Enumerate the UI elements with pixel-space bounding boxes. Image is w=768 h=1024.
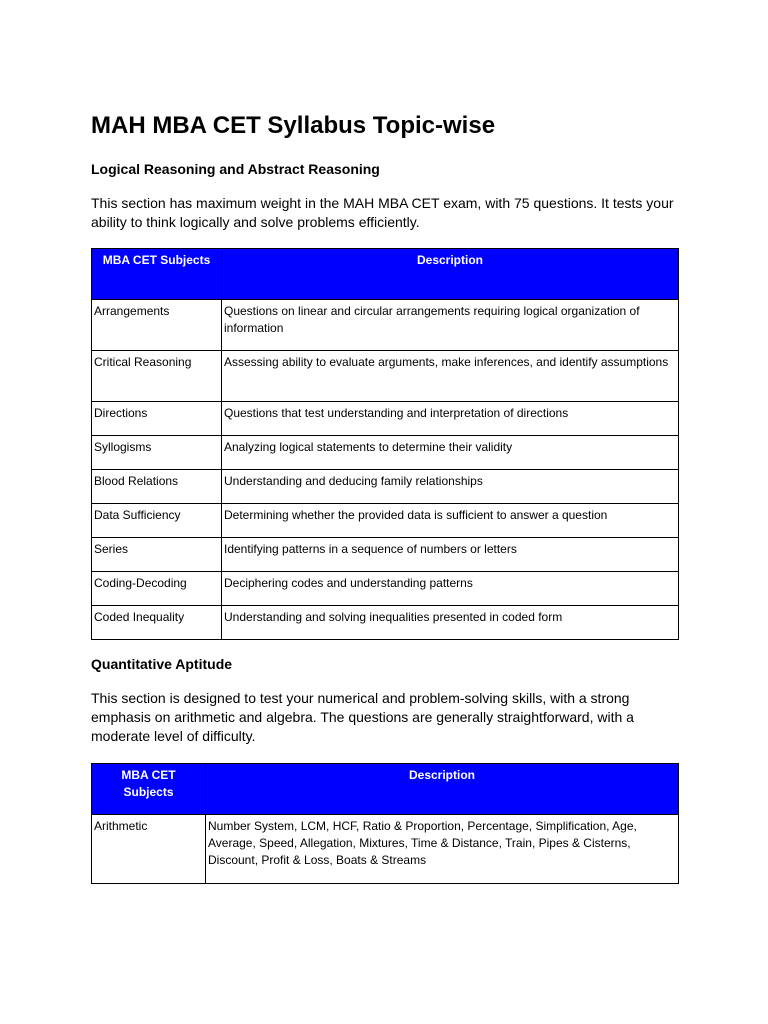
- quantitative-aptitude-table: [91, 763, 679, 884]
- section-intro-logical-reasoning: This section has maximum weight in the MAH MBA CET exam, with 75 questions. It tests your ability to think logically and solve problems efficiently.: [91, 195, 674, 230]
- table-row: [92, 436, 679, 470]
- section-heading-logical-reasoning: Logical Reasoning and Abstract Reasoning: [91, 161, 380, 177]
- description-cell: Questions on linear and circular arrangements requiring logical organization of information: [222, 300, 679, 351]
- table-row: [92, 815, 679, 884]
- description-cell: Analyzing logical statements to determine their validity: [222, 436, 679, 470]
- table-row: [92, 572, 679, 606]
- page-title: MAH MBA CET Syllabus Topic-wise: [91, 112, 496, 139]
- subject-cell: Arrangements: [92, 300, 222, 351]
- subject-cell: Arithmetic: [92, 815, 206, 884]
- description-cell: Understanding and deducing family relationships: [222, 470, 679, 504]
- table-row: [92, 504, 679, 538]
- column-header-subjects: MBA CET Subjects: [92, 249, 222, 300]
- subject-cell: Series: [92, 538, 222, 572]
- column-header-description: Description: [206, 764, 679, 815]
- description-cell: Understanding and solving inequalities presented in coded form: [222, 606, 679, 640]
- table-row: [92, 402, 679, 436]
- table-header-row: [92, 249, 679, 300]
- subject-cell: Coding-Decoding: [92, 572, 222, 606]
- description-cell: Identifying patterns in a sequence of numbers or letters: [222, 538, 679, 572]
- column-header-description: Description: [222, 249, 679, 300]
- table-row: [92, 351, 679, 402]
- subject-cell: Coded Inequality: [92, 606, 222, 640]
- description-cell: Assessing ability to evaluate arguments, make inferences, and identify assumptions: [222, 351, 679, 402]
- description-cell: Questions that test understanding and interpretation of directions: [222, 402, 679, 436]
- description-cell: Number System, LCM, HCF, Ratio & Proportion, Percentage, Simplification, Age, Average, Speed, Allegation, Mixtures, Time & Distance, Train, Pipes & Cisterns, Discount, Profit & Loss, Boats & Streams: [206, 815, 679, 884]
- subject-cell: Data Sufficiency: [92, 504, 222, 538]
- table-row: [92, 538, 679, 572]
- subject-cell: Blood Relations: [92, 470, 222, 504]
- subject-cell: Directions: [92, 402, 222, 436]
- description-cell: Determining whether the provided data is sufficient to answer a question: [222, 504, 679, 538]
- description-cell: Deciphering codes and understanding patterns: [222, 572, 679, 606]
- subject-cell: Syllogisms: [92, 436, 222, 470]
- table-row: [92, 606, 679, 640]
- table-row: [92, 300, 679, 351]
- column-header-subjects: MBA CET Subjects: [92, 764, 206, 815]
- table-row: [92, 470, 679, 504]
- logical-reasoning-table: [91, 248, 679, 640]
- table-header-row: [92, 764, 679, 815]
- section-heading-quantitative-aptitude: Quantitative Aptitude: [91, 656, 233, 672]
- section-intro-quantitative-aptitude: This section is designed to test your numerical and problem-solving skills, with a strong emphasis on arithmetic and algebra. The questions are generally straightforward, with a moderate level of difficulty.: [91, 690, 634, 744]
- subject-cell: Critical Reasoning: [92, 351, 222, 402]
